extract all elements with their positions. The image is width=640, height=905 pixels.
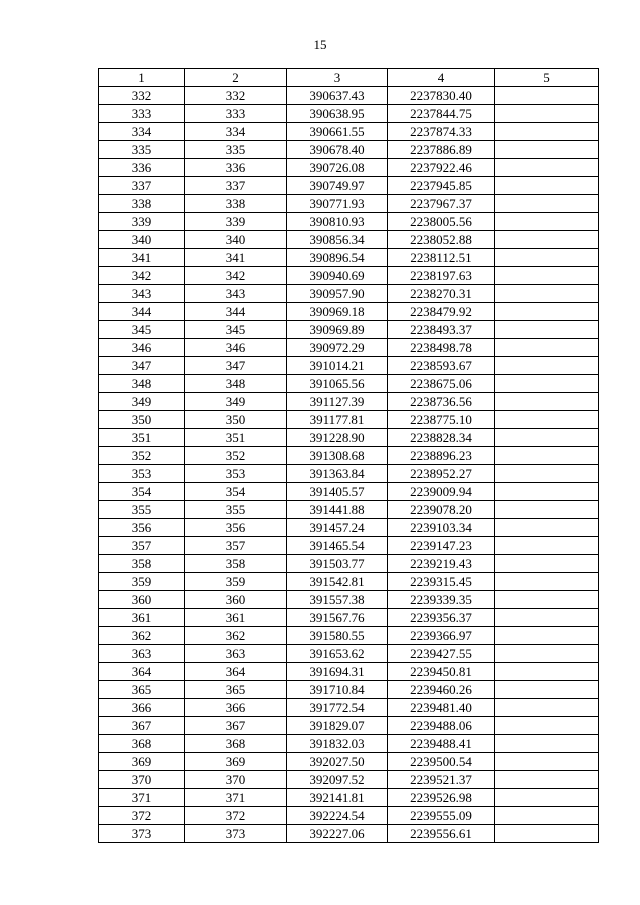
point-id-cell: 353	[185, 465, 287, 483]
point-id-cell: 348	[185, 375, 287, 393]
notes-cell	[495, 753, 599, 771]
notes-cell	[495, 771, 599, 789]
coordinate-x-cell: 391710.84	[287, 681, 388, 699]
coordinate-x-cell: 392097.52	[287, 771, 388, 789]
point-number-cell: 334	[99, 123, 185, 141]
point-id-cell: 359	[185, 573, 287, 591]
point-id-cell: 368	[185, 735, 287, 753]
point-number-cell: 371	[99, 789, 185, 807]
notes-cell	[495, 591, 599, 609]
notes-cell	[495, 321, 599, 339]
notes-cell	[495, 789, 599, 807]
notes-cell	[495, 501, 599, 519]
coordinate-y-cell: 2239488.06	[388, 717, 495, 735]
coordinate-y-cell: 2238479.92	[388, 303, 495, 321]
table-row	[99, 411, 599, 429]
coordinate-y-cell: 2237922.46	[388, 159, 495, 177]
coordinate-x-cell: 390969.89	[287, 321, 388, 339]
point-id-cell: 362	[185, 627, 287, 645]
coordinate-x-cell: 392227.06	[287, 825, 388, 843]
table-row	[99, 375, 599, 393]
coordinate-x-cell: 391363.84	[287, 465, 388, 483]
notes-cell	[495, 267, 599, 285]
coordinate-x-cell: 391557.38	[287, 591, 388, 609]
coordinate-y-cell: 2239078.20	[388, 501, 495, 519]
table-row	[99, 645, 599, 663]
notes-cell	[495, 195, 599, 213]
coordinate-y-cell: 2238005.56	[388, 213, 495, 231]
table-row	[99, 393, 599, 411]
notes-cell	[495, 825, 599, 843]
column-header-3: 3	[287, 69, 388, 87]
coordinate-y-cell: 2239521.37	[388, 771, 495, 789]
coordinate-y-cell: 2239147.23	[388, 537, 495, 555]
point-id-cell: 336	[185, 159, 287, 177]
coordinate-x-cell: 391308.68	[287, 447, 388, 465]
coordinate-x-cell: 391567.76	[287, 609, 388, 627]
point-number-cell: 360	[99, 591, 185, 609]
coordinate-y-cell: 2239366.97	[388, 627, 495, 645]
table-row	[99, 825, 599, 843]
coordinate-y-cell: 2238593.67	[388, 357, 495, 375]
coordinate-y-cell: 2239219.43	[388, 555, 495, 573]
notes-cell	[495, 717, 599, 735]
coordinate-x-cell: 391405.57	[287, 483, 388, 501]
point-id-cell: 357	[185, 537, 287, 555]
point-number-cell: 358	[99, 555, 185, 573]
point-id-cell: 361	[185, 609, 287, 627]
coordinate-x-cell: 391127.39	[287, 393, 388, 411]
point-number-cell: 336	[99, 159, 185, 177]
notes-cell	[495, 681, 599, 699]
coordinate-x-cell: 391542.81	[287, 573, 388, 591]
point-id-cell: 355	[185, 501, 287, 519]
coordinate-x-cell: 390810.93	[287, 213, 388, 231]
table-body	[99, 87, 599, 843]
notes-cell	[495, 555, 599, 573]
coordinate-x-cell: 391228.90	[287, 429, 388, 447]
point-id-cell: 342	[185, 267, 287, 285]
point-number-cell: 340	[99, 231, 185, 249]
notes-cell	[495, 807, 599, 825]
table-row	[99, 303, 599, 321]
notes-cell	[495, 411, 599, 429]
point-id-cell: 369	[185, 753, 287, 771]
coordinate-x-cell: 391503.77	[287, 555, 388, 573]
coordinate-y-cell: 2239526.98	[388, 789, 495, 807]
coordinate-y-cell: 2238828.34	[388, 429, 495, 447]
point-number-cell: 342	[99, 267, 185, 285]
coordinate-x-cell: 390972.29	[287, 339, 388, 357]
table-header-row	[99, 69, 599, 87]
coordinate-y-cell: 2238112.51	[388, 249, 495, 267]
notes-cell	[495, 663, 599, 681]
point-id-cell: 344	[185, 303, 287, 321]
point-number-cell: 348	[99, 375, 185, 393]
point-number-cell: 337	[99, 177, 185, 195]
page-number: 15	[313, 37, 327, 52]
point-number-cell: 346	[99, 339, 185, 357]
table-row	[99, 663, 599, 681]
table-row	[99, 231, 599, 249]
notes-cell	[495, 537, 599, 555]
coordinate-x-cell: 390726.08	[287, 159, 388, 177]
coordinate-x-cell: 391457.24	[287, 519, 388, 537]
coordinate-x-cell: 392224.54	[287, 807, 388, 825]
notes-cell	[495, 123, 599, 141]
point-id-cell: 354	[185, 483, 287, 501]
notes-cell	[495, 141, 599, 159]
coordinate-y-cell: 2239103.34	[388, 519, 495, 537]
notes-cell	[495, 105, 599, 123]
notes-cell	[495, 429, 599, 447]
point-number-cell: 352	[99, 447, 185, 465]
table-row	[99, 285, 599, 303]
point-number-cell: 347	[99, 357, 185, 375]
notes-cell	[495, 573, 599, 591]
point-number-cell: 361	[99, 609, 185, 627]
notes-cell	[495, 231, 599, 249]
coordinate-y-cell: 2238270.31	[388, 285, 495, 303]
point-number-cell: 338	[99, 195, 185, 213]
point-number-cell: 373	[99, 825, 185, 843]
point-id-cell: 338	[185, 195, 287, 213]
coordinate-y-cell: 2239488.41	[388, 735, 495, 753]
point-number-cell: 333	[99, 105, 185, 123]
point-id-cell: 352	[185, 447, 287, 465]
notes-cell	[495, 375, 599, 393]
coordinates-table	[98, 68, 599, 843]
notes-cell	[495, 699, 599, 717]
point-id-cell: 339	[185, 213, 287, 231]
coordinate-y-cell: 2237945.85	[388, 177, 495, 195]
notes-cell	[495, 735, 599, 753]
coordinate-x-cell: 391694.31	[287, 663, 388, 681]
notes-cell	[495, 249, 599, 267]
table-row	[99, 735, 599, 753]
coordinate-y-cell: 2239427.55	[388, 645, 495, 663]
point-number-cell: 369	[99, 753, 185, 771]
point-id-cell: 335	[185, 141, 287, 159]
point-number-cell: 356	[99, 519, 185, 537]
notes-cell	[495, 645, 599, 663]
table-row	[99, 627, 599, 645]
table-row	[99, 321, 599, 339]
coordinate-y-cell: 2237844.75	[388, 105, 495, 123]
coordinate-y-cell: 2238775.10	[388, 411, 495, 429]
notes-cell	[495, 87, 599, 105]
coordinate-x-cell: 390969.18	[287, 303, 388, 321]
coordinate-x-cell: 390637.43	[287, 87, 388, 105]
point-id-cell: 367	[185, 717, 287, 735]
notes-cell	[495, 357, 599, 375]
point-number-cell: 354	[99, 483, 185, 501]
table-row	[99, 771, 599, 789]
point-id-cell: 332	[185, 87, 287, 105]
coordinate-y-cell: 2237886.89	[388, 141, 495, 159]
point-number-cell: 350	[99, 411, 185, 429]
point-number-cell: 359	[99, 573, 185, 591]
table-row	[99, 447, 599, 465]
table-row	[99, 591, 599, 609]
point-id-cell: 372	[185, 807, 287, 825]
notes-cell	[495, 483, 599, 501]
point-id-cell: 364	[185, 663, 287, 681]
point-number-cell: 345	[99, 321, 185, 339]
table-row	[99, 609, 599, 627]
coordinate-x-cell: 390940.69	[287, 267, 388, 285]
point-number-cell: 357	[99, 537, 185, 555]
coordinate-x-cell: 392141.81	[287, 789, 388, 807]
coordinate-y-cell: 2239500.54	[388, 753, 495, 771]
coordinate-y-cell: 2239481.40	[388, 699, 495, 717]
notes-cell	[495, 177, 599, 195]
coordinate-x-cell: 391653.62	[287, 645, 388, 663]
coordinate-y-cell: 2239450.81	[388, 663, 495, 681]
coordinate-y-cell: 2238736.56	[388, 393, 495, 411]
point-id-cell: 340	[185, 231, 287, 249]
table-row	[99, 537, 599, 555]
coordinate-x-cell: 391772.54	[287, 699, 388, 717]
point-number-cell: 365	[99, 681, 185, 699]
point-number-cell: 351	[99, 429, 185, 447]
table-row	[99, 573, 599, 591]
point-id-cell: 334	[185, 123, 287, 141]
notes-cell	[495, 465, 599, 483]
table-row	[99, 519, 599, 537]
point-id-cell: 346	[185, 339, 287, 357]
table-row	[99, 123, 599, 141]
coordinate-x-cell: 391065.56	[287, 375, 388, 393]
point-id-cell: 366	[185, 699, 287, 717]
coordinate-x-cell: 391580.55	[287, 627, 388, 645]
coordinate-x-cell: 390749.97	[287, 177, 388, 195]
point-number-cell: 341	[99, 249, 185, 267]
coordinate-y-cell: 2239555.09	[388, 807, 495, 825]
table-row	[99, 807, 599, 825]
point-number-cell: 332	[99, 87, 185, 105]
coordinate-y-cell: 2239556.61	[388, 825, 495, 843]
table-row	[99, 753, 599, 771]
table-row	[99, 789, 599, 807]
point-number-cell: 355	[99, 501, 185, 519]
notes-cell	[495, 213, 599, 231]
notes-cell	[495, 393, 599, 411]
point-number-cell: 368	[99, 735, 185, 753]
coordinate-x-cell: 391465.54	[287, 537, 388, 555]
notes-cell	[495, 159, 599, 177]
column-header-4: 4	[388, 69, 495, 87]
table-row	[99, 681, 599, 699]
notes-cell	[495, 339, 599, 357]
point-id-cell: 365	[185, 681, 287, 699]
point-number-cell: 370	[99, 771, 185, 789]
coordinate-y-cell: 2237830.40	[388, 87, 495, 105]
point-id-cell: 351	[185, 429, 287, 447]
coordinate-y-cell: 2238896.23	[388, 447, 495, 465]
coordinate-y-cell: 2238052.88	[388, 231, 495, 249]
coordinate-x-cell: 391177.81	[287, 411, 388, 429]
coordinate-y-cell: 2237874.33	[388, 123, 495, 141]
point-number-cell: 343	[99, 285, 185, 303]
table-row	[99, 501, 599, 519]
point-id-cell: 333	[185, 105, 287, 123]
table-row	[99, 267, 599, 285]
table-row	[99, 483, 599, 501]
table-row	[99, 555, 599, 573]
point-number-cell: 362	[99, 627, 185, 645]
point-id-cell: 371	[185, 789, 287, 807]
point-id-cell: 358	[185, 555, 287, 573]
point-number-cell: 366	[99, 699, 185, 717]
coordinate-y-cell: 2238493.37	[388, 321, 495, 339]
table-row	[99, 717, 599, 735]
point-id-cell: 349	[185, 393, 287, 411]
point-id-cell: 347	[185, 357, 287, 375]
notes-cell	[495, 285, 599, 303]
point-id-cell: 373	[185, 825, 287, 843]
coordinate-x-cell: 391441.88	[287, 501, 388, 519]
table-row	[99, 249, 599, 267]
point-id-cell: 370	[185, 771, 287, 789]
column-header-2: 2	[185, 69, 287, 87]
coordinate-y-cell: 2238498.78	[388, 339, 495, 357]
column-header-5: 5	[495, 69, 599, 87]
coordinate-x-cell: 390661.55	[287, 123, 388, 141]
notes-cell	[495, 609, 599, 627]
coordinate-x-cell: 391832.03	[287, 735, 388, 753]
notes-cell	[495, 303, 599, 321]
point-id-cell: 341	[185, 249, 287, 267]
coordinate-x-cell: 390856.34	[287, 231, 388, 249]
point-number-cell: 364	[99, 663, 185, 681]
point-number-cell: 367	[99, 717, 185, 735]
coordinate-x-cell: 390957.90	[287, 285, 388, 303]
point-number-cell: 353	[99, 465, 185, 483]
point-id-cell: 350	[185, 411, 287, 429]
table-row	[99, 159, 599, 177]
coordinate-y-cell: 2239356.37	[388, 609, 495, 627]
table-row	[99, 177, 599, 195]
point-number-cell: 335	[99, 141, 185, 159]
coordinate-x-cell: 390771.93	[287, 195, 388, 213]
table-row	[99, 141, 599, 159]
notes-cell	[495, 519, 599, 537]
column-header-1: 1	[99, 69, 185, 87]
table-row	[99, 699, 599, 717]
coordinate-x-cell: 390896.54	[287, 249, 388, 267]
coordinate-y-cell: 2239009.94	[388, 483, 495, 501]
point-number-cell: 363	[99, 645, 185, 663]
coordinate-x-cell: 392027.50	[287, 753, 388, 771]
table-row	[99, 213, 599, 231]
table-row	[99, 105, 599, 123]
coordinate-y-cell: 2239460.26	[388, 681, 495, 699]
point-number-cell: 344	[99, 303, 185, 321]
table-row	[99, 357, 599, 375]
point-id-cell: 345	[185, 321, 287, 339]
notes-cell	[495, 627, 599, 645]
point-number-cell: 372	[99, 807, 185, 825]
coordinate-y-cell: 2238952.27	[388, 465, 495, 483]
coordinate-x-cell: 391014.21	[287, 357, 388, 375]
point-number-cell: 349	[99, 393, 185, 411]
coordinate-y-cell: 2237967.37	[388, 195, 495, 213]
coordinate-x-cell: 390678.40	[287, 141, 388, 159]
coordinate-y-cell: 2239315.45	[388, 573, 495, 591]
coordinate-y-cell: 2238675.06	[388, 375, 495, 393]
point-id-cell: 343	[185, 285, 287, 303]
table-row	[99, 195, 599, 213]
point-id-cell: 337	[185, 177, 287, 195]
notes-cell	[495, 447, 599, 465]
table-row	[99, 465, 599, 483]
point-id-cell: 360	[185, 591, 287, 609]
table-row	[99, 339, 599, 357]
coordinate-x-cell: 391829.07	[287, 717, 388, 735]
table-row	[99, 429, 599, 447]
coordinate-y-cell: 2239339.35	[388, 591, 495, 609]
coordinate-x-cell: 390638.95	[287, 105, 388, 123]
point-number-cell: 339	[99, 213, 185, 231]
table-row	[99, 87, 599, 105]
point-id-cell: 363	[185, 645, 287, 663]
coordinate-y-cell: 2238197.63	[388, 267, 495, 285]
point-id-cell: 356	[185, 519, 287, 537]
